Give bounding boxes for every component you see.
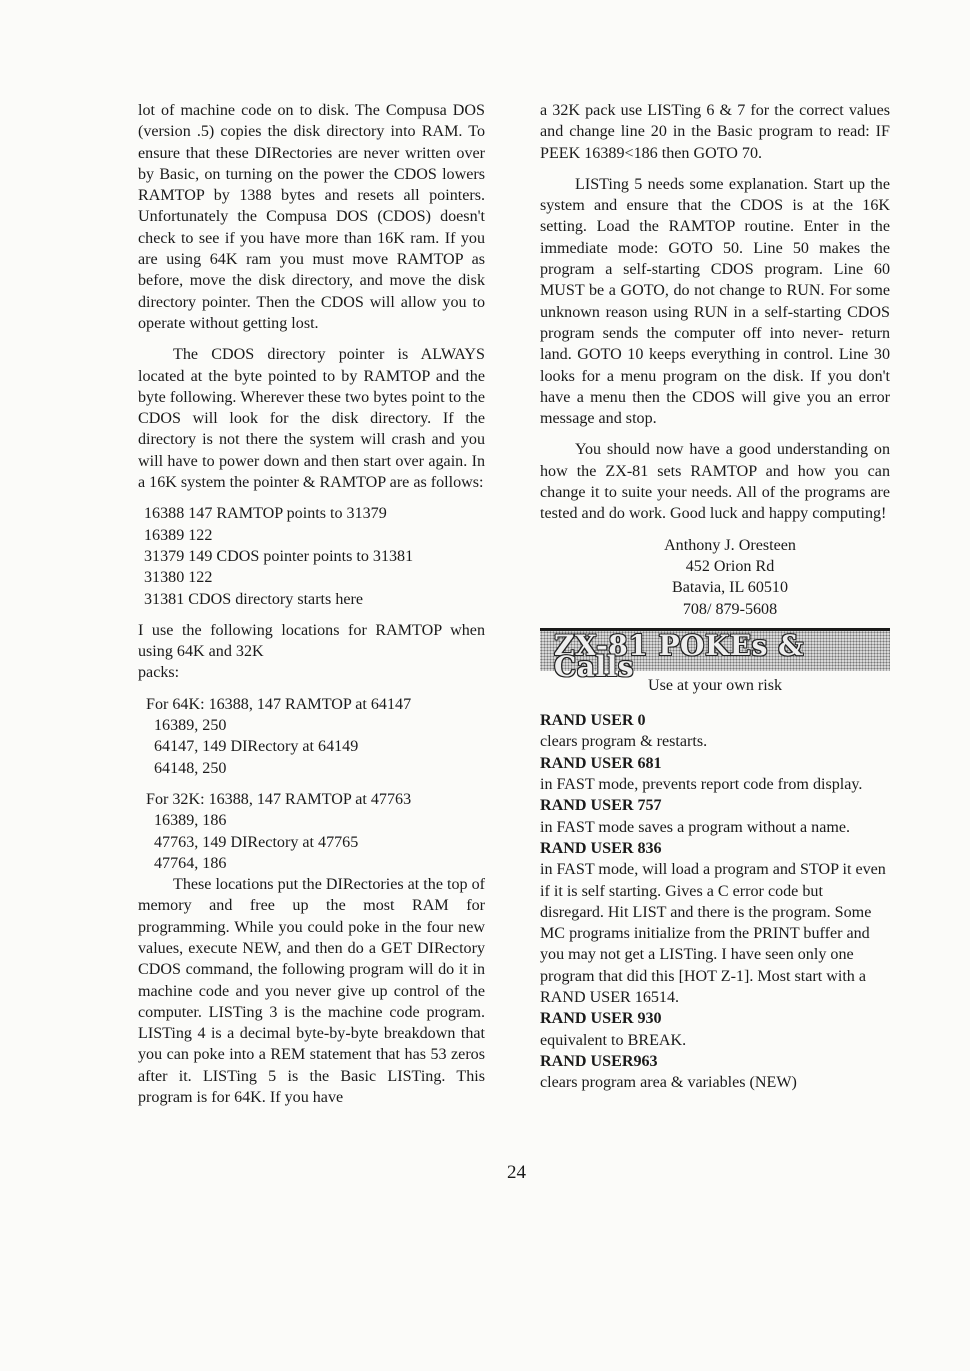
- poke-description: in FAST mode saves a program without a name.: [540, 818, 851, 836]
- for-64k-block: [146, 694, 485, 779]
- poke-description: equivalent to BREAK.: [540, 1031, 687, 1049]
- author-signature: [570, 535, 890, 620]
- poke-command: RAND USER 0: [540, 712, 646, 730]
- paragraph-conclusion: You should now have a good understanding on how the ZX-81 sets RAMTOP and how you can change it to suite your needs. All of the programs are tested and do work. Good luck and happy computing!: [540, 441, 890, 523]
- poke-command: RAND USER 836: [540, 839, 662, 857]
- poke-command: RAND USER 757: [540, 797, 662, 815]
- for-32k-row: For 32K: 16388, 147 RAMTOP at 47763: [146, 790, 412, 808]
- right-column: [540, 100, 890, 1093]
- paragraph-cdos-pointer: The CDOS directory pointer is ALWAYS located at the byte pointed to by RAMTOP and the byte following. Wherever these two bytes point to the CDOS will look for the disk directory. If the directory is not there the system will crash and you will have to power down and then start over again. In a 16K system the pointer & RAMTOP are as follows:: [138, 346, 485, 492]
- poke-item: [540, 710, 890, 753]
- page-number: 24: [507, 1162, 526, 1183]
- paragraph-ramtop-locations-tail: packs:: [138, 664, 180, 682]
- pointer-row: 31379 149 CDOS pointer points to 31381: [144, 547, 414, 565]
- author-street: 452 Orion Rd: [685, 557, 775, 575]
- paragraph-listings: These locations put the DIRectories at the top of memory and free up the most RAM for programming. While you could poke in the four new values, execute NEW, and then do a GET DIRectory CDOS command, the following program will do it in machine code and you never give up control of the computer. LISTing 3 is the machine code program. LISTing 4 is a decimal byte-by-byte breakdown that you can poke into a REM statement that has 53 zeros after it. LISTing 5 is the Basic LISTing. This program is for 64K. If you have: [138, 876, 485, 1107]
- poke-command: RAND USER963: [540, 1052, 658, 1070]
- pointer-row: 16388 147 RAMTOP points to 31379: [144, 505, 387, 523]
- paragraph-32k-pack: a 32K pack use LISTing 6 & 7 for the correct values and change line 20 in the Basic program to read: IF PEEK 16389<186 then GOTO 70.: [540, 102, 890, 162]
- section-heading-box: [540, 628, 890, 684]
- poke-description: in FAST mode, prevents report code from display.: [540, 776, 863, 794]
- pointer-row: 31381 CDOS directory starts here: [144, 590, 364, 608]
- for-64k-row: 16389, 250: [154, 717, 227, 735]
- poke-command: RAND USER 930: [540, 1010, 662, 1028]
- poke-item: [540, 1051, 890, 1094]
- pointer-table: [144, 503, 485, 609]
- poke-item: [540, 1008, 890, 1051]
- for-32k-row: 47763, 149 DIRectory at 47765: [154, 833, 359, 851]
- for-32k-row: 16389, 186: [154, 812, 227, 830]
- poke-command: RAND USER 681: [540, 754, 662, 772]
- for-64k-row: 64147, 149 DIRectory at 64149: [154, 738, 359, 756]
- author-city: Batavia, IL 60510: [671, 579, 789, 597]
- for-32k-block: [146, 789, 485, 874]
- paragraph-listing5: LISTing 5 needs some explanation. Start up the system and ensure that the CDOS is at the 16K setting. Load the RAMTOP routine. Enter in the immediate mode: GOTO 50. Line 50 makes the program a self-starting CDOS program. Line 60 MUST be a GOTO, do not change to RUN. For some unknown reason using RUN in a self-starting CDOS program sends the computer off into never- return land. GOTO 10 keeps everything in control. Line 30 looks for a menu program on the disk. If you don't have a menu then the CDOS will give you an error message and stop.: [540, 175, 890, 428]
- for-64k-row: For 64K: 16388, 147 RAMTOP at 64147: [146, 695, 412, 713]
- poke-item: [540, 795, 890, 838]
- pokes-list: [540, 710, 890, 1093]
- for-32k-row: 47764, 186: [154, 854, 227, 872]
- section-heading: ZX-81 POKEs & Calls: [554, 628, 804, 684]
- section-subheading: Use at your own risk: [647, 676, 783, 694]
- poke-item: [540, 753, 890, 796]
- poke-item: [540, 838, 890, 1008]
- poke-description: clears program area & variables (NEW): [540, 1074, 797, 1092]
- left-column: [138, 100, 485, 1118]
- author-name: Anthony J. Oresteen: [664, 536, 796, 554]
- pointer-row: 16389 122: [144, 526, 213, 544]
- paragraph-disk-directory: lot of machine code on to disk. The Compusa DOS (version .5) copies the disk directory into RAM. To ensure that these DIRectories are never written over by Basic, on turning on the power the CDOS lowers RAMTOP by 1388 bytes and resets all pointers. Unfortunately the Compusa DOS (CDOS) doesn't check to see if you have more than 16K ram. If you are using 64K ram you must move RAMTOP as before, move the disk directory, and move the disk directory pointer. Then the CDOS will allow you to operate without getting lost.: [138, 102, 485, 332]
- paragraph-ramtop-locations: I use the following locations for RAMTOP when using 64K and 32K: [138, 621, 485, 661]
- poke-description: in FAST mode, will load a program and STOP it even if it is self starting. Gives a C error code but disregard. Hit LIST and there is the program. Some MC programs initialize from the PRINT buffer and you may not get a LISTing. I have seen only one program that did this [HOT Z-1]. Most start with a RAND USER 16514.: [540, 861, 886, 1006]
- poke-description: clears program & restarts.: [540, 733, 708, 751]
- for-64k-row: 64148, 250: [154, 759, 227, 777]
- pointer-row: 31380 122: [144, 569, 213, 587]
- author-phone: 708/ 879-5608: [682, 600, 778, 618]
